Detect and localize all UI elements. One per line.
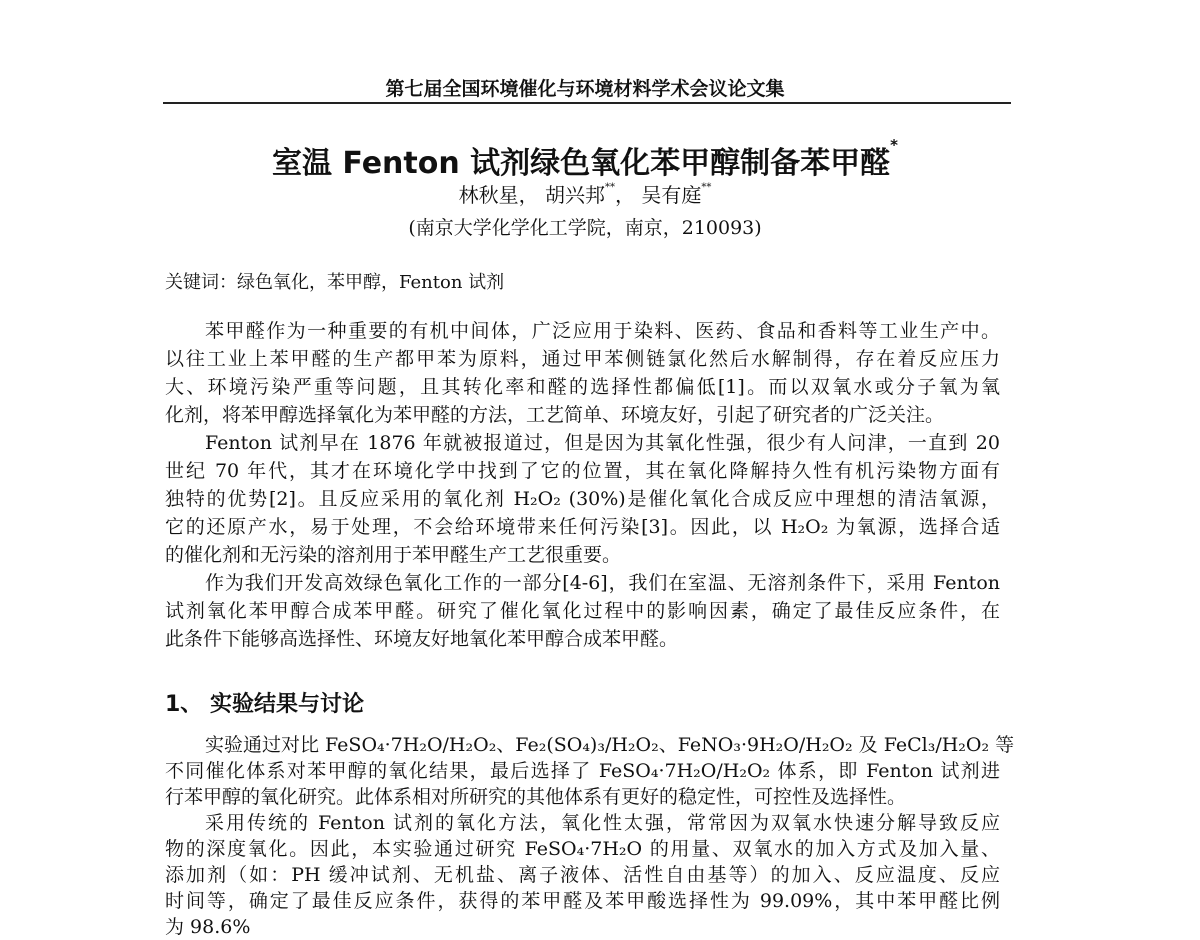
title-text: 室温 Fenton 试剂绿色氧化苯甲醇制备苯甲醛 [271, 146, 891, 181]
title-footnote-mark: * [890, 136, 899, 154]
paragraph-line: Fenton 试剂早在 1876 年就被报道过，但是因为其氧化性强，很少有人问津，一直到 20 [205, 432, 1000, 454]
paragraph-line: 作为我们开发高效绿色氧化工作的一部分[4-6]，我们在室温、无溶剂条件下，采用 Fenton [205, 572, 1000, 594]
author-separator: ， [518, 183, 539, 207]
running-head: 第七届全国环境催化与环境材料学术会议论文集 [385, 78, 785, 100]
paragraph-line: 它的还原产水，易于处理，不会给环境带来任何污染[3]。因此，以 H₂O₂ 为氧源，选择合适 [165, 516, 1000, 538]
author-mark: ** [701, 182, 712, 193]
paragraph-line: 实验通过对比 FeSO₄·7H₂O/H₂O₂、Fe₂(SO₄)₃/H₂O₂、FeNO₃·9H₂O/H₂O₂ 及 FeCl₃/H₂O₂ 等 [205, 734, 1015, 756]
paragraph-line: 为 98.6% [165, 916, 251, 938]
header-rule [163, 102, 1011, 104]
section-heading: 1、 实验结果与讨论 [165, 692, 364, 717]
paragraph-line: 添加剂（如：PH 缓冲试剂、无机盐、离子液体、活性自由基等）的加入、反应温度、反应 [165, 864, 1000, 886]
paper-title [0, 138, 1170, 182]
paragraph-line: 试剂氧化苯甲醇合成苯甲醛。研究了催化氧化过程中的影响因素，确定了最佳反应条件，在 [165, 600, 1000, 622]
paragraph-line: 苯甲醛作为一种重要的有机中间体，广泛应用于染料、医药、食品和香料等工业生产中。 [205, 320, 1000, 342]
author-name: 胡兴邦 [545, 183, 605, 207]
author-name: 吴有庭 [641, 183, 702, 207]
paragraph-line: 不同催化体系对苯甲醇的氧化结果，最后选择了 FeSO₄·7H₂O/H₂O₂ 体系，即 Fenton 试剂进 [165, 760, 1000, 782]
paragraph-line: 化剂，将苯甲醇选择氧化为苯甲醛的方法，工艺简单、环境友好，引起了研究者的广泛关注。 [165, 404, 945, 426]
paragraph-line: 大、环境污染严重等问题，且其转化率和醛的选择性都偏低[1]。而以双氧水或分子氧为氧 [165, 376, 1000, 398]
paragraph-line: 以往工业上苯甲醛的生产都甲苯为原料，通过甲苯侧链氯化然后水解制得，存在着反应压力 [165, 348, 1000, 370]
paragraph-line: 世纪 70 年代，其才在环境化学中找到了它的位置，其在氧化降解持久性有机污染物方面有 [165, 460, 1000, 482]
affiliation: (南京大学化学化工学院，南京，210093) [408, 217, 762, 239]
author-name: 林秋星 [458, 183, 519, 207]
paragraph-line: 独特的优势[2]。且反应采用的氧化剂 H₂O₂ (30%)是催化氧化合成反应中理想的清洁氧源， [165, 488, 1000, 510]
paragraph-line: 采用传统的 Fenton 试剂的氧化方法，氧化性太强，常常因为双氧水快速分解导致反应 [205, 812, 1000, 834]
author-list [0, 183, 1170, 207]
keywords: 关键词：绿色氧化，苯甲醇，Fenton 试剂 [165, 272, 505, 293]
paragraph-line: 行苯甲醇的氧化研究。此体系相对所研究的其他体系有更好的稳定性，可控性及选择性。 [165, 786, 907, 808]
author-mark: ** [605, 182, 615, 193]
paragraph-line: 的催化剂和无污染的溶剂用于苯甲醛生产工艺很重要。 [165, 544, 622, 566]
paragraph-line: 时间等，确定了最佳反应条件，获得的苯甲醛及苯甲酸选择性为 99.09%，其中苯甲醛比例 [165, 890, 1000, 912]
paragraph-line: 此条件下能够高选择性、环境友好地氧化苯甲醇合成苯甲醛。 [165, 628, 679, 650]
paragraph-line: 物的深度氧化。因此，本实验通过研究 FeSO₄·7H₂O 的用量、双氧水的加入方式及加入量、 [165, 838, 1000, 860]
author-separator: ， [615, 183, 635, 207]
